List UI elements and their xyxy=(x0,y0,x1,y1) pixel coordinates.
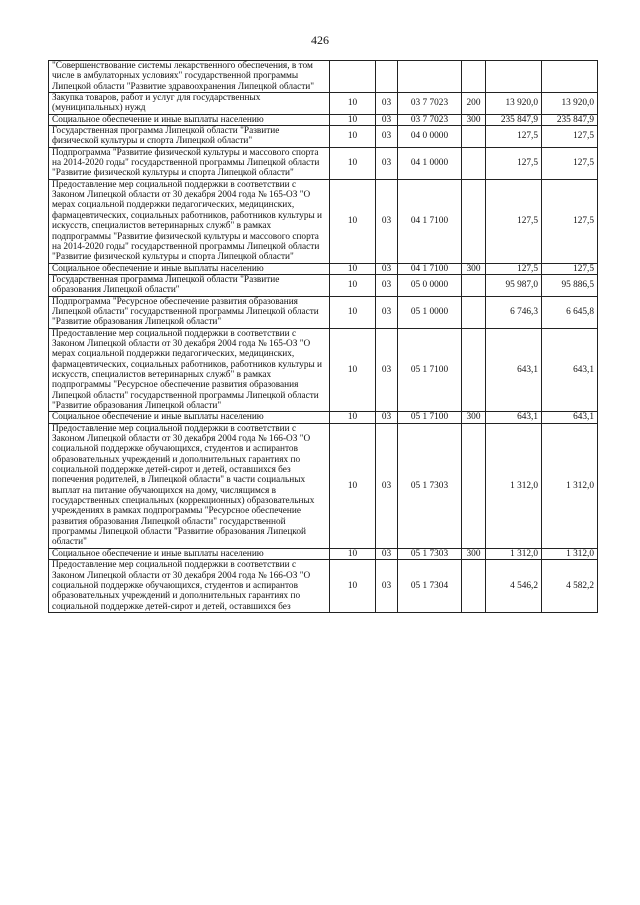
row-amount-year2-cell: 1 312,0 xyxy=(542,548,598,559)
row-amount-year1-cell: 1 312,0 xyxy=(486,548,542,559)
row-name-cell: Предоставление мер социальной поддержки в соответствии с Законом Липецкой области от 30 декабря 2004 года № 165-ОЗ "О мерах социальной поддержки педагогических, медицинских, фармацевтических, социальных работников, работников культуры и искусств, специалистов ветеринарных служб" в рамках подпрограммы "Развитие физической культуры и массового спорта на 2014-2020 годы" государственной программы Липецкой области "Развитие физической культуры и спорта Липецкой области" xyxy=(49,179,330,263)
row-amount-year2-cell: 95 886,5 xyxy=(542,274,598,296)
row-amount-year1-cell: 4 546,2 xyxy=(486,560,542,613)
row-section-cell: 10 xyxy=(330,93,376,115)
row-subsection-cell: 03 xyxy=(376,328,398,412)
table-row xyxy=(49,61,598,93)
row-name-cell: Предоставление мер социальной поддержки в соответствии с Законом Липецкой области от 30 декабря 2004 года № 166-ОЗ "О социальной поддержке обучающихся, студентов и аспирантов образовательных учреждений и дополнительных гарантиях по социальной поддержке детей-сирот и детей, оставшихся без xyxy=(49,560,330,613)
row-expense-type-cell xyxy=(462,328,486,412)
row-name-cell: Социальное обеспечение и иные выплаты населению xyxy=(49,412,330,423)
row-section-cell xyxy=(330,61,376,93)
row-subsection-cell: 03 xyxy=(376,274,398,296)
table-row xyxy=(49,93,598,115)
row-amount-year1-cell: 95 987,0 xyxy=(486,274,542,296)
row-subsection-cell: 03 xyxy=(376,147,398,179)
row-target-article-cell: 04 1 7100 xyxy=(398,263,462,274)
table-body xyxy=(49,61,598,613)
row-target-article-cell: 03 7 7023 xyxy=(398,114,462,125)
row-amount-year1-cell: 127,5 xyxy=(486,179,542,263)
row-amount-year1-cell: 127,5 xyxy=(486,147,542,179)
row-section-cell: 10 xyxy=(330,126,376,148)
row-subsection-cell: 03 xyxy=(376,114,398,125)
row-expense-type-cell: 300 xyxy=(462,263,486,274)
row-target-article-cell: 05 1 7303 xyxy=(398,548,462,559)
row-amount-year2-cell: 127,5 xyxy=(542,179,598,263)
row-expense-type-cell: 300 xyxy=(462,114,486,125)
page-number: 426 xyxy=(311,33,329,47)
row-amount-year2-cell: 1 312,0 xyxy=(542,423,598,548)
row-amount-year2-cell: 235 847,9 xyxy=(542,114,598,125)
row-name-cell: "Совершенствование системы лекарственного обеспечения, в том числе в амбулаторных условиях" государственной программы Липецкой области "Развитие здравоохранения Липецкой области" xyxy=(49,61,330,93)
row-subsection-cell: 03 xyxy=(376,548,398,559)
table-row xyxy=(49,412,598,423)
row-amount-year1-cell: 643,1 xyxy=(486,328,542,412)
table-row xyxy=(49,114,598,125)
row-section-cell: 10 xyxy=(330,263,376,274)
row-section-cell: 10 xyxy=(330,274,376,296)
row-section-cell: 10 xyxy=(330,412,376,423)
row-expense-type-cell xyxy=(462,274,486,296)
row-subsection-cell xyxy=(376,61,398,93)
row-amount-year2-cell: 127,5 xyxy=(542,147,598,179)
row-name-cell: Подпрограмма "Развитие физической культуры и массового спорта на 2014-2020 годы" государственной программы Липецкой области "Развитие физической культуры и спорта Липецкой области" xyxy=(49,147,330,179)
row-name-cell: Социальное обеспечение и иные выплаты населению xyxy=(49,114,330,125)
row-name-cell: Государственная программа Липецкой области "Развитие физической культуры и спорта Липецкой области" xyxy=(49,126,330,148)
row-amount-year2-cell: 643,1 xyxy=(542,328,598,412)
row-target-article-cell xyxy=(398,61,462,93)
row-amount-year1-cell: 127,5 xyxy=(486,263,542,274)
row-expense-type-cell: 200 xyxy=(462,93,486,115)
row-expense-type-cell xyxy=(462,147,486,179)
row-subsection-cell: 03 xyxy=(376,296,398,328)
row-target-article-cell: 03 7 7023 xyxy=(398,93,462,115)
row-subsection-cell: 03 xyxy=(376,423,398,548)
row-amount-year2-cell: 4 582,2 xyxy=(542,560,598,613)
row-amount-year1-cell: 1 312,0 xyxy=(486,423,542,548)
row-section-cell: 10 xyxy=(330,179,376,263)
row-target-article-cell: 04 1 7100 xyxy=(398,179,462,263)
row-section-cell: 10 xyxy=(330,423,376,548)
table-row xyxy=(49,274,598,296)
row-target-article-cell: 04 1 0000 xyxy=(398,147,462,179)
row-amount-year1-cell xyxy=(486,61,542,93)
row-amount-year1-cell: 235 847,9 xyxy=(486,114,542,125)
row-subsection-cell: 03 xyxy=(376,412,398,423)
row-name-cell: Государственная программа Липецкой области "Развитие образования Липецкой области" xyxy=(49,274,330,296)
row-name-cell: Подпрограмма "Ресурсное обеспечение развития образования Липецкой области" государственной программы Липецкой области "Развитие образования Липецкой области" xyxy=(49,296,330,328)
row-expense-type-cell xyxy=(462,423,486,548)
row-amount-year2-cell: 13 920,0 xyxy=(542,93,598,115)
row-expense-type-cell xyxy=(462,61,486,93)
row-section-cell: 10 xyxy=(330,147,376,179)
row-amount-year2-cell: 6 645,8 xyxy=(542,296,598,328)
row-expense-type-cell xyxy=(462,296,486,328)
row-name-cell: Предоставление мер социальной поддержки в соответствии с Законом Липецкой области от 30 декабря 2004 года № 166-ОЗ "О социальной поддержке обучающихся, студентов и аспирантов образовательных учреждений и дополнительных гарантиях по социальной поддержке детей-сирот и детей, оставшихся без попечения родителей, в Липецкой области" в части социальных выплат на питание обучающихся на дому, числящимся в государственных специальных (коррекционных) образовательных учреждениях в рамках подпрограммы "Ресурсное обеспечение развития образования Липецкой области" государственной программы Липецкой области "Развитие образования Липецкой области" xyxy=(49,423,330,548)
table-row xyxy=(49,296,598,328)
row-target-article-cell: 05 1 7100 xyxy=(398,412,462,423)
table-row xyxy=(49,179,598,263)
row-expense-type-cell: 300 xyxy=(462,412,486,423)
row-amount-year2-cell: 643,1 xyxy=(542,412,598,423)
row-amount-year1-cell: 643,1 xyxy=(486,412,542,423)
row-target-article-cell: 05 1 7304 xyxy=(398,560,462,613)
row-expense-type-cell xyxy=(462,126,486,148)
row-name-cell: Социальное обеспечение и иные выплаты населению xyxy=(49,548,330,559)
row-section-cell: 10 xyxy=(330,114,376,125)
row-expense-type-cell xyxy=(462,560,486,613)
row-expense-type-cell: 300 xyxy=(462,548,486,559)
row-section-cell: 10 xyxy=(330,548,376,559)
row-target-article-cell: 05 1 7303 xyxy=(398,423,462,548)
table-row xyxy=(49,147,598,179)
table-row xyxy=(49,548,598,559)
row-target-article-cell: 05 1 7100 xyxy=(398,328,462,412)
row-subsection-cell: 03 xyxy=(376,560,398,613)
table-row xyxy=(49,263,598,274)
row-amount-year2-cell: 127,5 xyxy=(542,126,598,148)
row-amount-year1-cell: 127,5 xyxy=(486,126,542,148)
row-subsection-cell: 03 xyxy=(376,179,398,263)
row-section-cell: 10 xyxy=(330,296,376,328)
table-row xyxy=(49,560,598,613)
budget-table xyxy=(48,60,598,613)
row-subsection-cell: 03 xyxy=(376,126,398,148)
table-row xyxy=(49,328,598,412)
row-target-article-cell: 05 0 0000 xyxy=(398,274,462,296)
row-expense-type-cell xyxy=(462,179,486,263)
table-row xyxy=(49,423,598,548)
row-amount-year1-cell: 6 746,3 xyxy=(486,296,542,328)
table-row xyxy=(49,126,598,148)
row-target-article-cell: 04 0 0000 xyxy=(398,126,462,148)
row-amount-year1-cell: 13 920,0 xyxy=(486,93,542,115)
row-name-cell: Предоставление мер социальной поддержки в соответствии с Законом Липецкой области от 30 декабря 2004 года № 165-ОЗ "О мерах социальной поддержки педагогических, медицинских, фармацевтических, социальных работников, работников культуры и искусств, специалистов ветеринарных служб" в рамках подпрограммы "Ресурсное обеспечение развития образования Липецкой области" государственной программы Липецкой области "Развитие образования Липецкой области" xyxy=(49,328,330,412)
row-section-cell: 10 xyxy=(330,560,376,613)
row-subsection-cell: 03 xyxy=(376,93,398,115)
row-amount-year2-cell xyxy=(542,61,598,93)
row-name-cell: Социальное обеспечение и иные выплаты населению xyxy=(49,263,330,274)
row-name-cell: Закупка товаров, работ и услуг для государственных (муниципальных) нужд xyxy=(49,93,330,115)
row-section-cell: 10 xyxy=(330,328,376,412)
row-amount-year2-cell: 127,5 xyxy=(542,263,598,274)
row-subsection-cell: 03 xyxy=(376,263,398,274)
row-target-article-cell: 05 1 0000 xyxy=(398,296,462,328)
